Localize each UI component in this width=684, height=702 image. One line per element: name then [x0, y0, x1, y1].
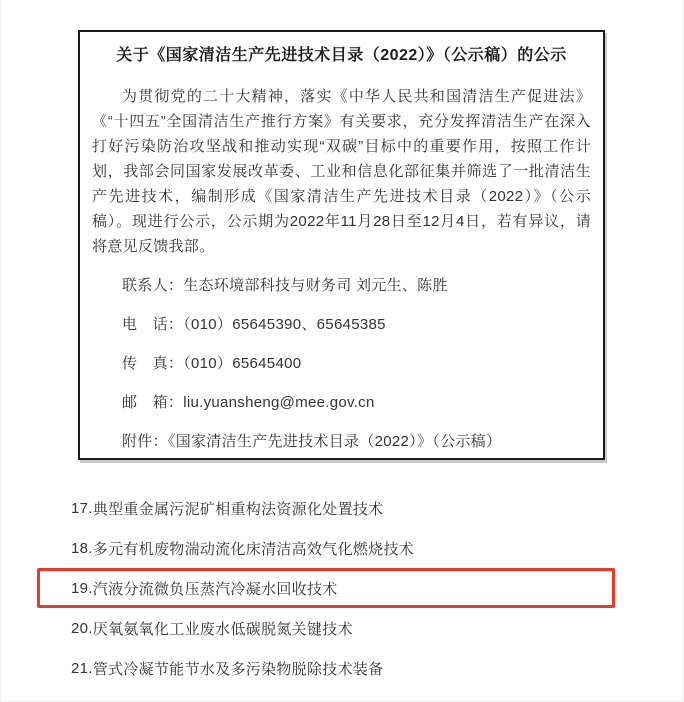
list-item — [37, 528, 615, 568]
contact-value: 生态环境部科技与财务司 刘元生、陈胜 — [183, 277, 448, 294]
list-item-number: 19. — [71, 579, 93, 597]
list-item-number: 21. — [71, 659, 93, 677]
contact-row-phone — [92, 312, 591, 337]
list-item-text: 多元有机废物湍动流化床清洁高效气化燃烧技术 — [92, 540, 415, 558]
contact-row-fax — [92, 351, 591, 376]
notice-paragraph: 为贯彻党的二十大精神，落实《中华人民共和国清洁生产促进法》《“十四五”全国清洁生产推行方案》有关要求，充分发挥清洁生产在深入打好污染防治攻坚战和推动实现“双碳”目标中的重要作用，按照工作计划，我部会同国家发展改革委、工业和信息化部征集并筛选了一批清洁生产先进技术，编制形成《国家清洁生产先进技术目录（2022）》（公示稿）。现进行公示，公示期为2022年11月28日至12月4日，若有异议，请将意见反馈我部。 — [92, 88, 591, 255]
list-item-number: 17. — [71, 499, 93, 517]
contact-value: （010）65645390、65645385 — [183, 316, 386, 333]
list-item — [37, 608, 615, 648]
notice-title: 关于《国家清洁生产先进技术目录（2022）》（公示稿）的公示 — [116, 47, 567, 64]
list-item-number: 20. — [71, 619, 93, 637]
contact-label: 联系人： — [122, 277, 184, 294]
list-item-text: 典型重金属污泥矿相重构法资源化处置技术 — [92, 500, 384, 518]
list-item — [37, 488, 615, 528]
list-item-number: 18. — [71, 539, 93, 557]
list-item — [37, 648, 615, 688]
tech-list — [37, 488, 615, 688]
list-item-text: 厌氧氨氧化工业废水低碳脱氮关键技术 — [92, 620, 353, 638]
contact-label: 电 话： — [122, 316, 184, 333]
list-item-text: 汽液分流微负压蒸汽冷凝水回收技术 — [92, 580, 338, 598]
contact-value: liu.yuansheng@mee.gov.cn — [183, 394, 375, 411]
contact-row-person — [92, 273, 591, 298]
list-item-highlighted — [37, 568, 615, 608]
notice-box — [78, 30, 605, 460]
contact-value: 《国家清洁生产先进技术目录（2022）》（公示稿） — [167, 433, 502, 450]
contact-value: （010）65645400 — [183, 355, 302, 372]
contact-label: 传 真： — [122, 355, 184, 372]
list-item-text: 管式冷凝节能节水及多污染物脱除技术装备 — [92, 660, 384, 678]
contact-label: 附件： — [122, 433, 168, 450]
contact-label: 邮 箱： — [122, 394, 184, 411]
contact-row-attachment — [92, 429, 591, 454]
contact-row-email — [92, 390, 591, 415]
